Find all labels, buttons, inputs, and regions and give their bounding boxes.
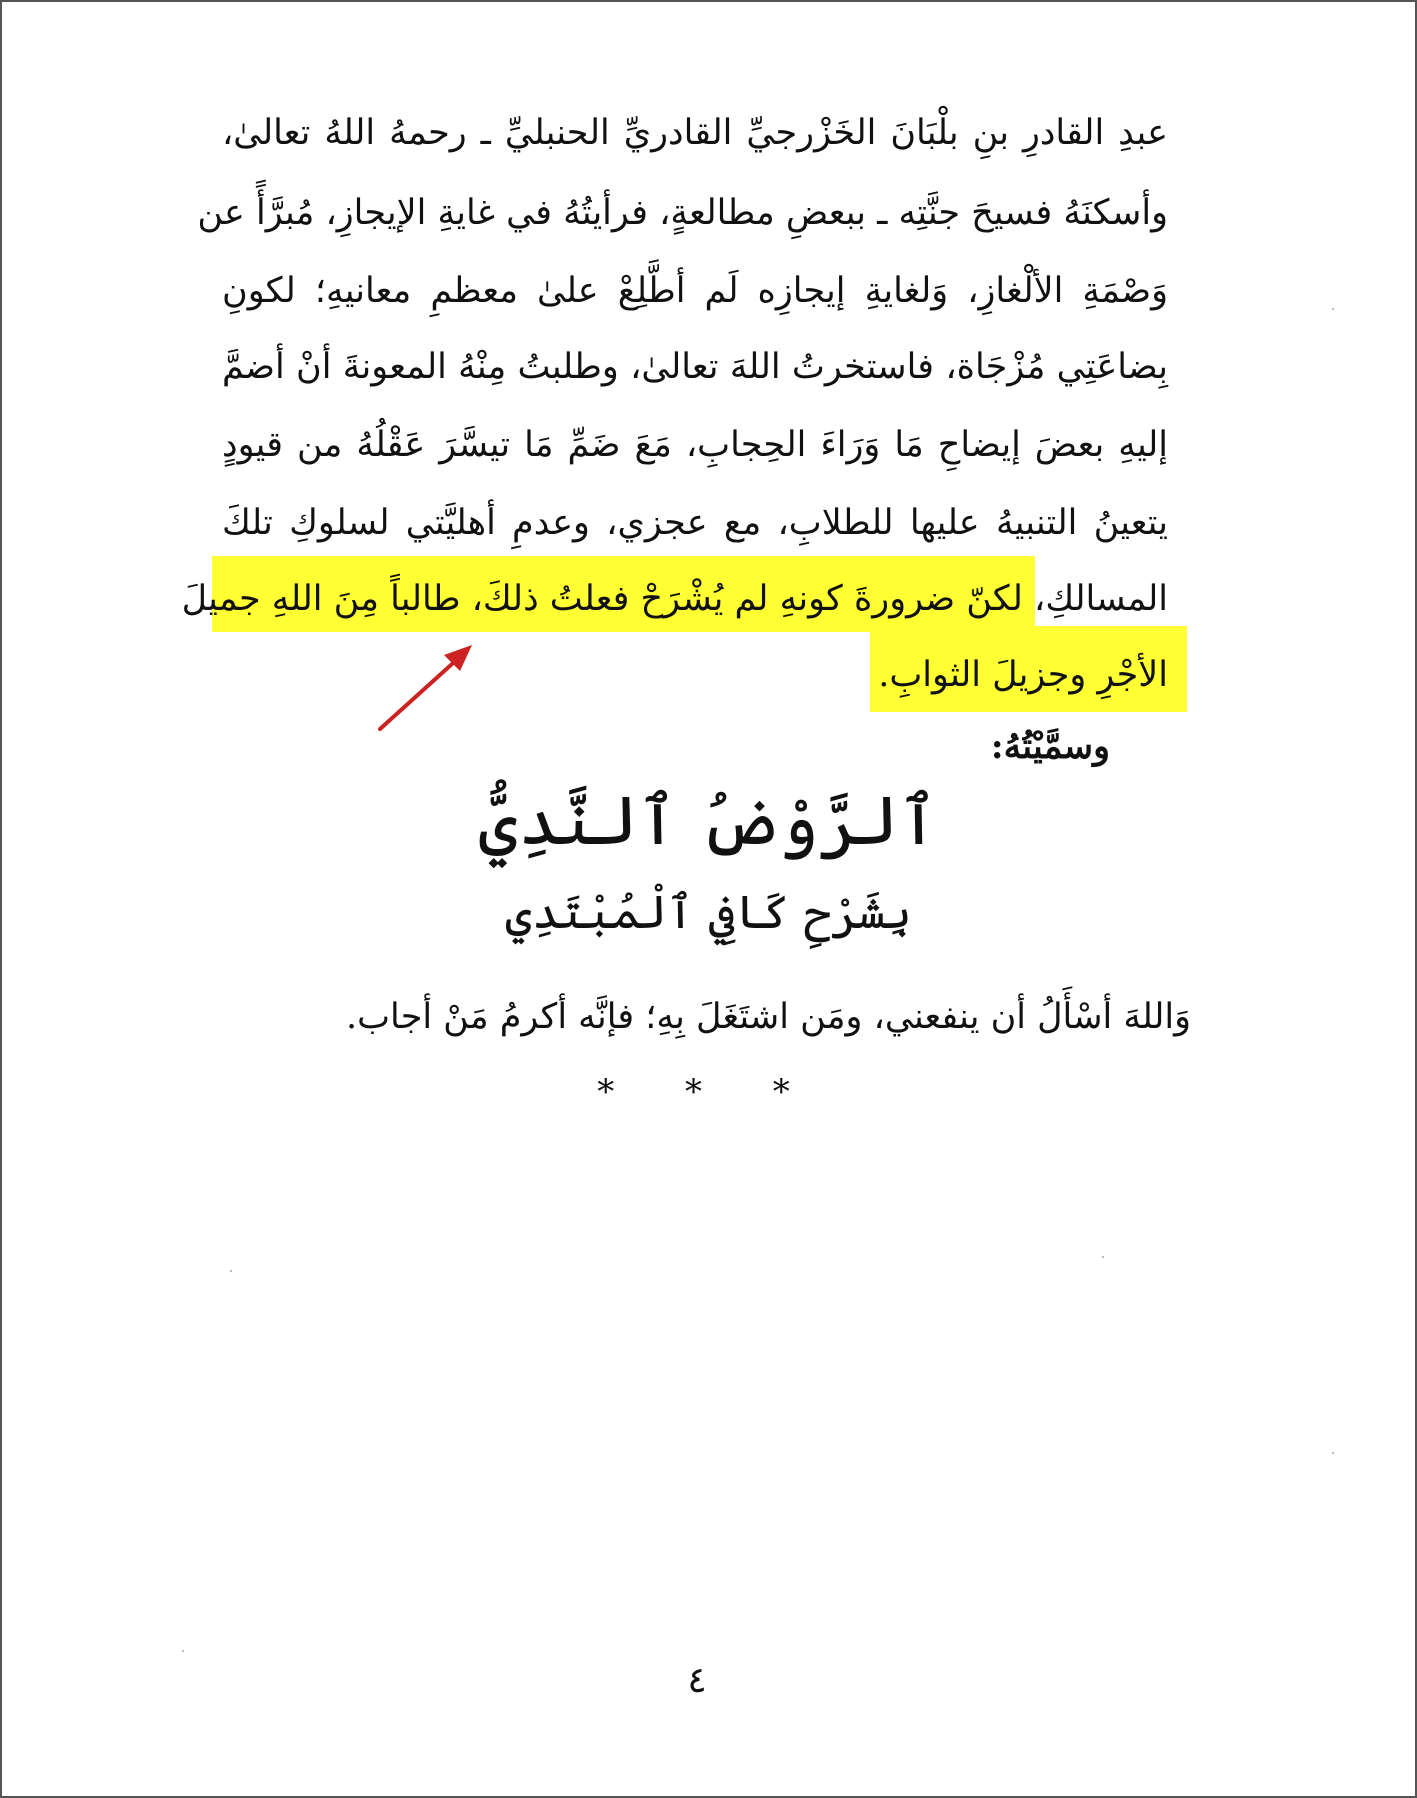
- scan-speck: [1332, 1452, 1334, 1454]
- page-number: ٤: [687, 1660, 707, 1701]
- paragraph-line: بِضاعَتِي مُزْجَاة، فاستخرتُ اللهَ تعالىٰ، وطلبتُ مِنْهُ المعونةَ أنْ أضمَّ: [222, 347, 1168, 387]
- paragraph-line: عبدِ القادرِ بنِ بلْبَانَ الخَزْرجيِّ القادريِّ الحنبليِّ ـ رحمهُ اللهُ تعالىٰ،: [222, 113, 1168, 153]
- paragraph-line: يتعينُ التنبيهُ عليها للطلابِ، مع عجزي، وعدمِ أهليَّتي لسلوكِ تلكَ: [222, 503, 1168, 543]
- scan-speck: [230, 1270, 232, 1272]
- paragraph-line: وأسكنَهُ فسيحَ جنَّتِه ـ ببعضِ مطالعةٍ، فرأيتُهُ في غايةِ الإيجازِ، مُبرَّأً عن: [197, 193, 1168, 233]
- paragraph-line-highlighted: الأجْرِ وجزيلَ الثوابِ.: [878, 655, 1168, 695]
- annotation-arrow-icon: [372, 637, 482, 737]
- book-title: ٱلرَّوْضُ ٱلنَّدِيُّ: [478, 782, 939, 861]
- scan-speck: [182, 1650, 184, 1652]
- section-separator: * * *: [597, 1072, 820, 1112]
- scan-speck: [1332, 308, 1334, 310]
- closing-prayer: وَاللهَ أسْأَلُ أن ينفعني، ومَن اشتَغَلَ بِهِ؛ فإنَّه أكرمُ مَنْ أجاب.: [345, 997, 1192, 1037]
- book-subtitle: بِشَرْحِ كَافِي ٱلْمُبْتَدِي: [505, 885, 912, 939]
- named-label: وسمَّيْتُهُ:: [990, 726, 1110, 767]
- paragraph-line-highlighted: [181, 564, 1168, 634]
- paragraph-line: وَصْمَةِ الألْغازِ، وَلغايةِ إيجازِه لَم أطَّلِعْ علىٰ معظمِ معانيهِ؛ لكونِ: [222, 271, 1168, 311]
- paragraph-line: إليهِ بعضَ إيضاحِ مَا وَرَاءَ الحِجابِ، مَعَ ضَمِّ مَا تيسَّرَ عَقْلُهُ من قيودٍ: [222, 425, 1168, 465]
- line-text-plain: المسالكِ،: [1034, 579, 1168, 619]
- scan-speck: [1102, 1256, 1104, 1258]
- line-text-highlighted: لكنّ ضرورةَ كونهِ لم يُشْرَحْ فعلتُ ذلكَ، طالباً مِنَ اللهِ جميلَ: [181, 579, 1023, 619]
